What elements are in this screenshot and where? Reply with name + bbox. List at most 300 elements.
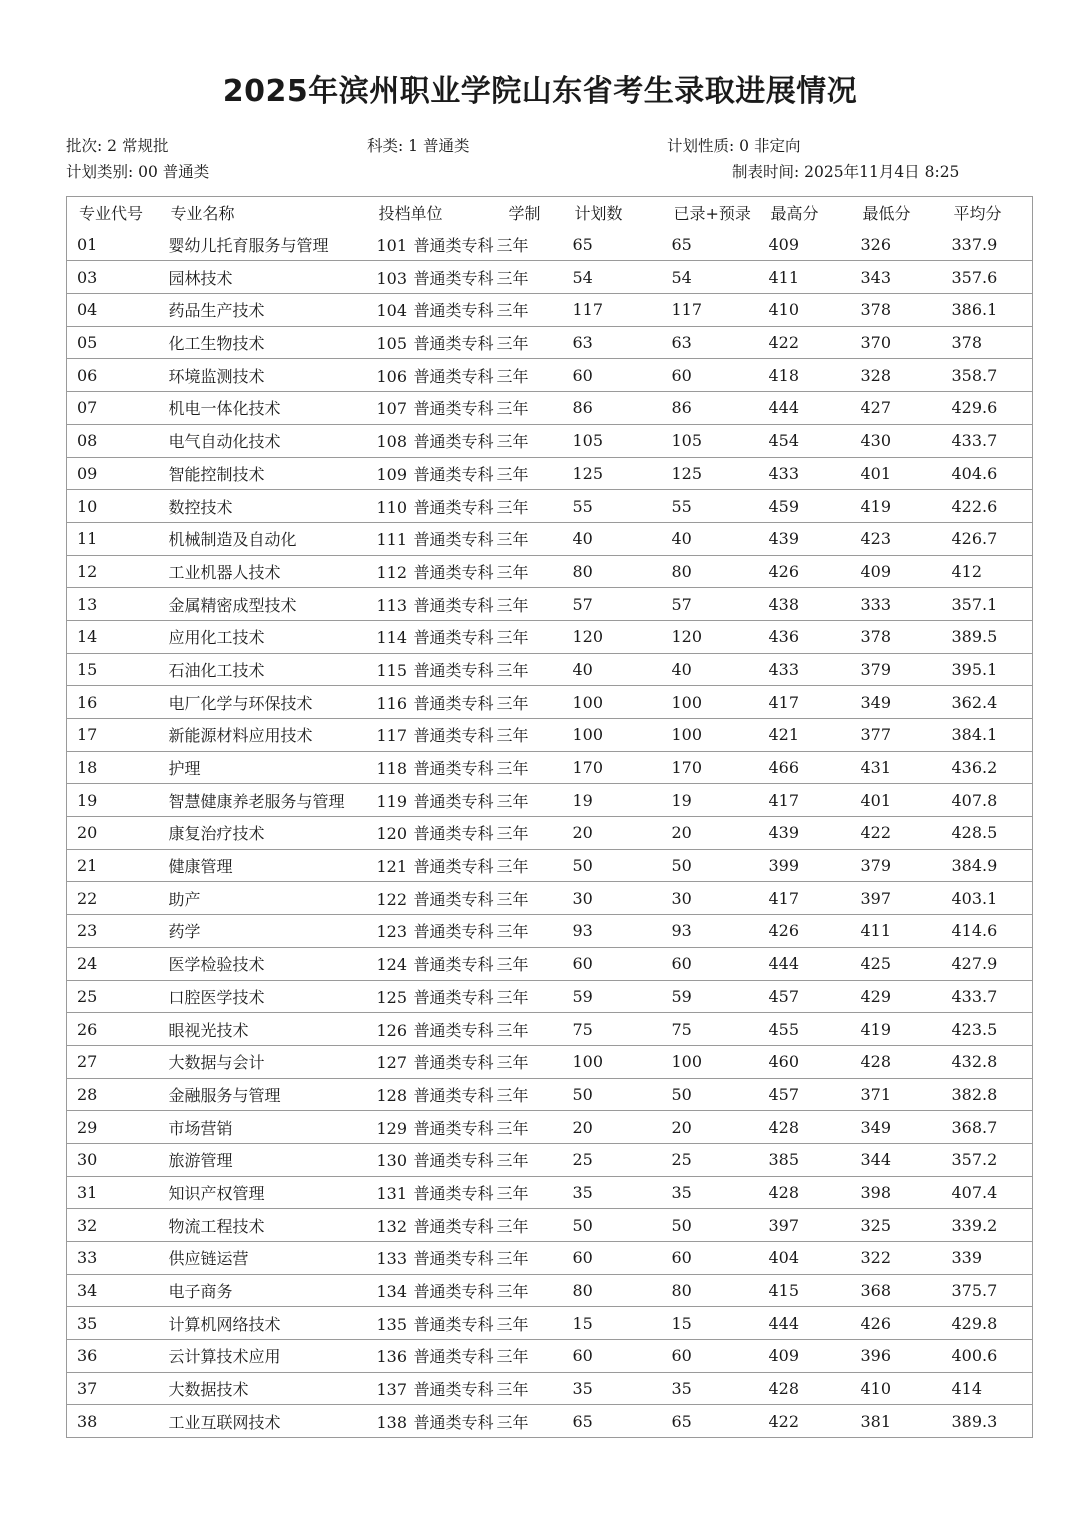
cell-duration: 三年 (496, 1118, 529, 1138)
cell-min-score: 430 (860, 431, 892, 451)
cell-major-code: 10 (77, 496, 98, 516)
cell-major-code: 33 (77, 1248, 98, 1268)
cell-max-score: 433 (768, 463, 800, 483)
cell-min-score: 349 (860, 692, 892, 712)
cell-major-name: 医学检验技术 (168, 955, 265, 975)
cell-max-score: 399 (768, 856, 800, 876)
cell-plan-count: 60 (572, 954, 593, 974)
cell-admitted: 20 (671, 823, 692, 843)
cell-plan-count: 60 (572, 365, 593, 385)
unit-code: 120 (376, 824, 408, 844)
cell-avg-score: 395.1 (951, 659, 998, 679)
cell-avg-score: 357.2 (951, 1150, 998, 1170)
cell-unit (367, 359, 497, 392)
cell-admitted: 59 (671, 986, 692, 1006)
cell-duration: 三年 (496, 628, 529, 648)
cell-avg-score: 407.8 (951, 790, 998, 810)
cell-unit (367, 1013, 497, 1046)
cell-unit (367, 424, 497, 457)
table-row (67, 882, 1033, 915)
unit-code: 101 (376, 236, 408, 256)
unit-type: 普通类专科 (413, 889, 494, 909)
cell-min-score: 378 (860, 627, 892, 647)
cell-duration: 三年 (496, 759, 529, 779)
cell-avg-score: 432.8 (951, 1052, 998, 1072)
cell-plan-count: 93 (572, 921, 593, 941)
unit-type: 普通类专科 (413, 497, 494, 517)
cell-max-score: 433 (768, 659, 800, 679)
unit-code: 117 (376, 726, 408, 746)
cell-plan-count: 57 (572, 594, 593, 614)
cell-plan-count: 80 (572, 561, 593, 581)
cell-avg-score: 357.1 (951, 594, 998, 614)
cell-major-name: 金属精密成型技术 (168, 595, 297, 615)
unit-code: 138 (376, 1412, 408, 1432)
cell-plan-count: 63 (572, 333, 593, 353)
cell-major-name: 化工生物技术 (168, 334, 265, 354)
cell-max-score: 428 (768, 1117, 800, 1137)
unit-type: 普通类专科 (413, 726, 494, 746)
cell-min-score: 422 (860, 823, 892, 843)
cell-admitted: 35 (671, 1182, 692, 1202)
table-row (67, 490, 1033, 523)
cell-avg-score: 433.7 (951, 431, 998, 451)
cell-min-score: 419 (860, 496, 892, 516)
unit-type: 普通类专科 (413, 1020, 494, 1040)
unit-type: 普通类专科 (413, 1216, 494, 1236)
meta-plan-category: 计划类别: 00 普通类 (66, 163, 210, 181)
cell-major-name: 云计算技术应用 (168, 1347, 281, 1367)
cell-max-score: 410 (768, 300, 800, 320)
cell-max-score: 454 (768, 431, 800, 451)
cell-avg-score: 423.5 (951, 1019, 998, 1039)
cell-max-score: 444 (768, 398, 800, 418)
unit-type: 普通类专科 (413, 955, 494, 975)
table-row (67, 915, 1033, 948)
cell-max-score: 422 (768, 1411, 800, 1431)
unit-type: 普通类专科 (413, 301, 494, 321)
table-row (67, 424, 1033, 457)
header-unit: 投档单位 (378, 204, 443, 224)
cell-admitted: 55 (671, 496, 692, 516)
cell-max-score: 457 (768, 986, 800, 1006)
cell-major-code: 32 (77, 1215, 98, 1235)
cell-plan-count: 30 (572, 888, 593, 908)
unit-type: 普通类专科 (413, 1053, 494, 1073)
cell-min-score: 409 (860, 561, 892, 581)
cell-avg-score: 422.6 (951, 496, 998, 516)
cell-unit (367, 1340, 497, 1373)
page-title: 2025年滨州职业学院山东省考生录取进展情况 (222, 74, 858, 109)
unit-type: 普通类专科 (413, 1314, 494, 1334)
cell-avg-score: 389.5 (951, 627, 998, 647)
cell-major-name: 金融服务与管理 (168, 1085, 281, 1105)
unit-type: 普通类专科 (413, 1347, 494, 1367)
cell-admitted: 60 (671, 1248, 692, 1268)
cell-duration: 三年 (496, 1249, 529, 1269)
unit-code: 128 (376, 1085, 408, 1105)
unit-code: 119 (376, 791, 408, 811)
unit-type: 普通类专科 (413, 759, 494, 779)
cell-duration: 三年 (496, 399, 529, 419)
cell-max-score: 439 (768, 529, 800, 549)
cell-duration: 三年 (496, 1347, 529, 1367)
unit-type: 普通类专科 (413, 922, 494, 942)
unit-code: 127 (376, 1053, 408, 1073)
meta-made-time: 制表时间: 2025年11月4日 8:25 (732, 163, 960, 181)
cell-plan-count: 125 (572, 463, 604, 483)
cell-plan-count: 105 (572, 431, 604, 451)
cell-unit (367, 817, 497, 850)
cell-major-name: 康复治疗技术 (168, 824, 265, 844)
cell-max-score: 409 (768, 1346, 800, 1366)
cell-min-score: 423 (860, 529, 892, 549)
unit-type: 普通类专科 (413, 857, 494, 877)
cell-unit (367, 522, 497, 555)
cell-major-code: 06 (77, 365, 98, 385)
cell-admitted: 65 (671, 1411, 692, 1431)
cell-min-score: 427 (860, 398, 892, 418)
header-duration: 学制 (508, 204, 541, 224)
cell-min-score: 379 (860, 659, 892, 679)
cell-duration: 三年 (496, 595, 529, 615)
cell-max-score: 404 (768, 1248, 800, 1268)
cell-admitted: 30 (671, 888, 692, 908)
cell-plan-count: 40 (572, 529, 593, 549)
unit-code: 133 (376, 1249, 408, 1269)
cell-major-code: 30 (77, 1150, 98, 1170)
cell-admitted: 60 (671, 954, 692, 974)
unit-code: 121 (376, 857, 408, 877)
table-row (67, 784, 1033, 817)
cell-max-score: 460 (768, 1052, 800, 1072)
unit-code: 113 (376, 595, 408, 615)
cell-duration: 三年 (496, 432, 529, 452)
unit-code: 110 (376, 497, 408, 517)
cell-min-score: 349 (860, 1117, 892, 1137)
unit-code: 109 (376, 464, 408, 484)
cell-plan-count: 170 (572, 758, 604, 778)
cell-major-code: 31 (77, 1182, 98, 1202)
cell-min-score: 343 (860, 267, 892, 287)
cell-major-name: 新能源材料应用技术 (168, 726, 313, 746)
cell-avg-score: 412 (951, 561, 983, 581)
cell-unit (367, 1143, 497, 1176)
cell-admitted: 120 (671, 627, 703, 647)
table-row (67, 1372, 1033, 1405)
cell-plan-count: 19 (572, 790, 593, 810)
table-row (67, 1111, 1033, 1144)
cell-major-name: 园林技术 (168, 268, 233, 288)
cell-min-score: 371 (860, 1084, 892, 1104)
header-avg-score: 平均分 (953, 204, 1002, 224)
cell-admitted: 93 (671, 921, 692, 941)
cell-plan-count: 80 (572, 1281, 593, 1301)
cell-max-score: 428 (768, 1182, 800, 1202)
unit-code: 132 (376, 1216, 408, 1236)
cell-plan-count: 35 (572, 1182, 593, 1202)
cell-min-score: 322 (860, 1248, 892, 1268)
unit-type: 普通类专科 (413, 791, 494, 811)
cell-major-code: 07 (77, 398, 98, 418)
unit-type: 普通类专科 (413, 236, 494, 256)
cell-min-score: 419 (860, 1019, 892, 1039)
unit-type: 普通类专科 (413, 628, 494, 648)
unit-code: 123 (376, 922, 408, 942)
cell-min-score: 410 (860, 1379, 892, 1399)
cell-max-score: 459 (768, 496, 800, 516)
table-body (67, 229, 1033, 1438)
cell-duration: 三年 (496, 1151, 529, 1171)
cell-unit (367, 849, 497, 882)
cell-duration: 三年 (496, 1183, 529, 1203)
cell-major-name: 智能控制技术 (168, 464, 265, 484)
cell-major-code: 21 (77, 856, 98, 876)
cell-min-score: 333 (860, 594, 892, 614)
cell-admitted: 170 (671, 758, 703, 778)
cell-duration: 三年 (496, 497, 529, 517)
unit-code: 115 (376, 660, 408, 680)
unit-type: 普通类专科 (413, 1085, 494, 1105)
cell-plan-count: 25 (572, 1150, 593, 1170)
cell-unit (367, 1078, 497, 1111)
cell-admitted: 40 (671, 659, 692, 679)
cell-avg-score: 428.5 (951, 823, 998, 843)
cell-unit (367, 1176, 497, 1209)
unit-code: 116 (376, 693, 408, 713)
cell-admitted: 100 (671, 1052, 703, 1072)
cell-max-score: 436 (768, 627, 800, 647)
cell-plan-count: 86 (572, 398, 593, 418)
table-row (67, 359, 1033, 392)
cell-major-code: 27 (77, 1052, 98, 1072)
cell-avg-score: 358.7 (951, 365, 998, 385)
cell-unit (367, 719, 497, 752)
cell-max-score: 444 (768, 954, 800, 974)
cell-max-score: 439 (768, 823, 800, 843)
table-row (67, 1176, 1033, 1209)
unit-type: 普通类专科 (413, 1249, 494, 1269)
cell-major-code: 38 (77, 1411, 98, 1431)
cell-admitted: 20 (671, 1117, 692, 1137)
cell-unit (367, 620, 497, 653)
header-min-score: 最低分 (862, 204, 911, 224)
table-row (67, 229, 1033, 261)
cell-major-name: 工业互联网技术 (168, 1412, 281, 1432)
cell-avg-score: 414.6 (951, 921, 998, 941)
cell-min-score: 370 (860, 333, 892, 353)
cell-duration: 三年 (496, 726, 529, 746)
unit-type: 普通类专科 (413, 399, 494, 419)
cell-max-score: 466 (768, 758, 800, 778)
table-row (67, 392, 1033, 425)
cell-major-name: 大数据技术 (168, 1380, 249, 1400)
cell-admitted: 80 (671, 1281, 692, 1301)
cell-major-code: 29 (77, 1117, 98, 1137)
cell-admitted: 105 (671, 431, 703, 451)
cell-max-score: 444 (768, 1313, 800, 1333)
unit-type: 普通类专科 (413, 334, 494, 354)
cell-duration: 三年 (496, 1085, 529, 1105)
cell-major-name: 知识产权管理 (168, 1183, 265, 1203)
cell-min-score: 411 (860, 921, 892, 941)
cell-major-code: 16 (77, 692, 98, 712)
unit-type: 普通类专科 (413, 1183, 494, 1203)
table-row (67, 294, 1033, 327)
unit-code: 111 (376, 530, 408, 550)
table-row (67, 555, 1033, 588)
cell-admitted: 50 (671, 856, 692, 876)
cell-avg-score: 339 (951, 1248, 983, 1268)
cell-avg-score: 384.1 (951, 725, 998, 745)
cell-min-score: 401 (860, 790, 892, 810)
unit-code: 118 (376, 759, 408, 779)
cell-major-name: 婴幼儿托育服务与管理 (168, 236, 329, 256)
unit-type: 普通类专科 (413, 1412, 494, 1432)
unit-type: 普通类专科 (413, 693, 494, 713)
cell-major-code: 14 (77, 627, 98, 647)
cell-duration: 三年 (496, 1314, 529, 1334)
cell-min-score: 328 (860, 365, 892, 385)
table-row (67, 1340, 1033, 1373)
cell-major-code: 18 (77, 758, 98, 778)
cell-plan-count: 100 (572, 725, 604, 745)
unit-type: 普通类专科 (413, 660, 494, 680)
cell-avg-score: 407.4 (951, 1182, 998, 1202)
cell-avg-score: 368.7 (951, 1117, 998, 1137)
cell-plan-count: 55 (572, 496, 593, 516)
cell-avg-score: 378 (951, 333, 983, 353)
cell-max-score: 457 (768, 1084, 800, 1104)
unit-type: 普通类专科 (413, 1380, 494, 1400)
cell-major-code: 04 (77, 300, 98, 320)
cell-major-code: 26 (77, 1019, 98, 1039)
cell-duration: 三年 (496, 824, 529, 844)
cell-max-score: 455 (768, 1019, 800, 1039)
unit-type: 普通类专科 (413, 432, 494, 452)
cell-major-name: 药学 (168, 922, 201, 942)
cell-admitted: 40 (671, 529, 692, 549)
unit-code: 135 (376, 1314, 408, 1334)
unit-code: 114 (376, 628, 408, 648)
cell-admitted: 25 (671, 1150, 692, 1170)
cell-major-name: 眼视光技术 (168, 1020, 249, 1040)
cell-max-score: 422 (768, 333, 800, 353)
cell-avg-score: 414 (951, 1379, 983, 1399)
cell-unit (367, 261, 497, 294)
table-row (67, 719, 1033, 752)
cell-plan-count: 60 (572, 1346, 593, 1366)
cell-avg-score: 357.6 (951, 267, 998, 287)
cell-major-code: 19 (77, 790, 98, 810)
cell-unit (367, 457, 497, 490)
cell-max-score: 411 (768, 267, 800, 287)
cell-major-name: 市场营销 (168, 1118, 233, 1138)
unit-code: 122 (376, 889, 408, 909)
cell-major-code: 13 (77, 594, 98, 614)
cell-max-score: 438 (768, 594, 800, 614)
cell-plan-count: 50 (572, 1215, 593, 1235)
cell-avg-score: 400.6 (951, 1346, 998, 1366)
cell-duration: 三年 (496, 334, 529, 354)
cell-plan-count: 35 (572, 1379, 593, 1399)
cell-admitted: 63 (671, 333, 692, 353)
unit-type: 普通类专科 (413, 366, 494, 386)
unit-code: 129 (376, 1118, 408, 1138)
cell-duration: 三年 (496, 693, 529, 713)
cell-admitted: 35 (671, 1379, 692, 1399)
cell-avg-score: 429.8 (951, 1313, 998, 1333)
cell-max-score: 409 (768, 235, 800, 255)
cell-admitted: 80 (671, 561, 692, 581)
unit-code: 126 (376, 1020, 408, 1040)
cell-major-code: 34 (77, 1281, 98, 1301)
cell-max-score: 397 (768, 1215, 800, 1235)
cell-avg-score: 375.7 (951, 1281, 998, 1301)
cell-min-score: 431 (860, 758, 892, 778)
cell-plan-count: 100 (572, 1052, 604, 1072)
cell-major-name: 工业机器人技术 (168, 562, 281, 582)
cell-major-code: 23 (77, 921, 98, 941)
cell-min-score: 344 (860, 1150, 892, 1170)
cell-duration: 三年 (496, 1216, 529, 1236)
meta-subject: 科类: 1 普通类 (367, 137, 470, 155)
cell-plan-count: 120 (572, 627, 604, 647)
cell-admitted: 19 (671, 790, 692, 810)
meta-batch: 批次: 2 常规批 (66, 137, 169, 155)
cell-major-code: 22 (77, 888, 98, 908)
cell-plan-count: 65 (572, 1411, 593, 1431)
unit-code: 134 (376, 1282, 408, 1302)
cell-max-score: 426 (768, 921, 800, 941)
header-major-code: 专业代号 (79, 204, 144, 224)
table-row (67, 522, 1033, 555)
cell-unit (367, 784, 497, 817)
cell-major-code: 11 (77, 529, 98, 549)
cell-unit (367, 1242, 497, 1275)
cell-major-name: 电厂化学与环保技术 (168, 693, 313, 713)
cell-max-score: 428 (768, 1379, 800, 1399)
unit-code: 131 (376, 1183, 408, 1203)
table-row (67, 980, 1033, 1013)
cell-duration: 三年 (496, 562, 529, 582)
table-row (67, 1274, 1033, 1307)
cell-max-score: 417 (768, 790, 800, 810)
cell-major-name: 数控技术 (168, 497, 233, 517)
cell-admitted: 54 (671, 267, 692, 287)
cell-max-score: 385 (768, 1150, 800, 1170)
cell-duration: 三年 (496, 922, 529, 942)
cell-admitted: 57 (671, 594, 692, 614)
cell-unit (367, 980, 497, 1013)
unit-code: 124 (376, 955, 408, 975)
table-row (67, 686, 1033, 719)
cell-plan-count: 100 (572, 692, 604, 712)
unit-type: 普通类专科 (413, 987, 494, 1007)
cell-unit (367, 229, 497, 261)
cell-major-name: 大数据与会计 (168, 1053, 265, 1073)
unit-type: 普通类专科 (413, 562, 494, 582)
unit-code: 137 (376, 1380, 408, 1400)
cell-plan-count: 40 (572, 659, 593, 679)
unit-code: 108 (376, 432, 408, 452)
cell-admitted: 50 (671, 1084, 692, 1104)
admission-table (66, 196, 1033, 1438)
cell-plan-count: 50 (572, 856, 593, 876)
cell-plan-count: 59 (572, 986, 593, 1006)
cell-duration: 三年 (496, 987, 529, 1007)
cell-duration: 三年 (496, 857, 529, 877)
